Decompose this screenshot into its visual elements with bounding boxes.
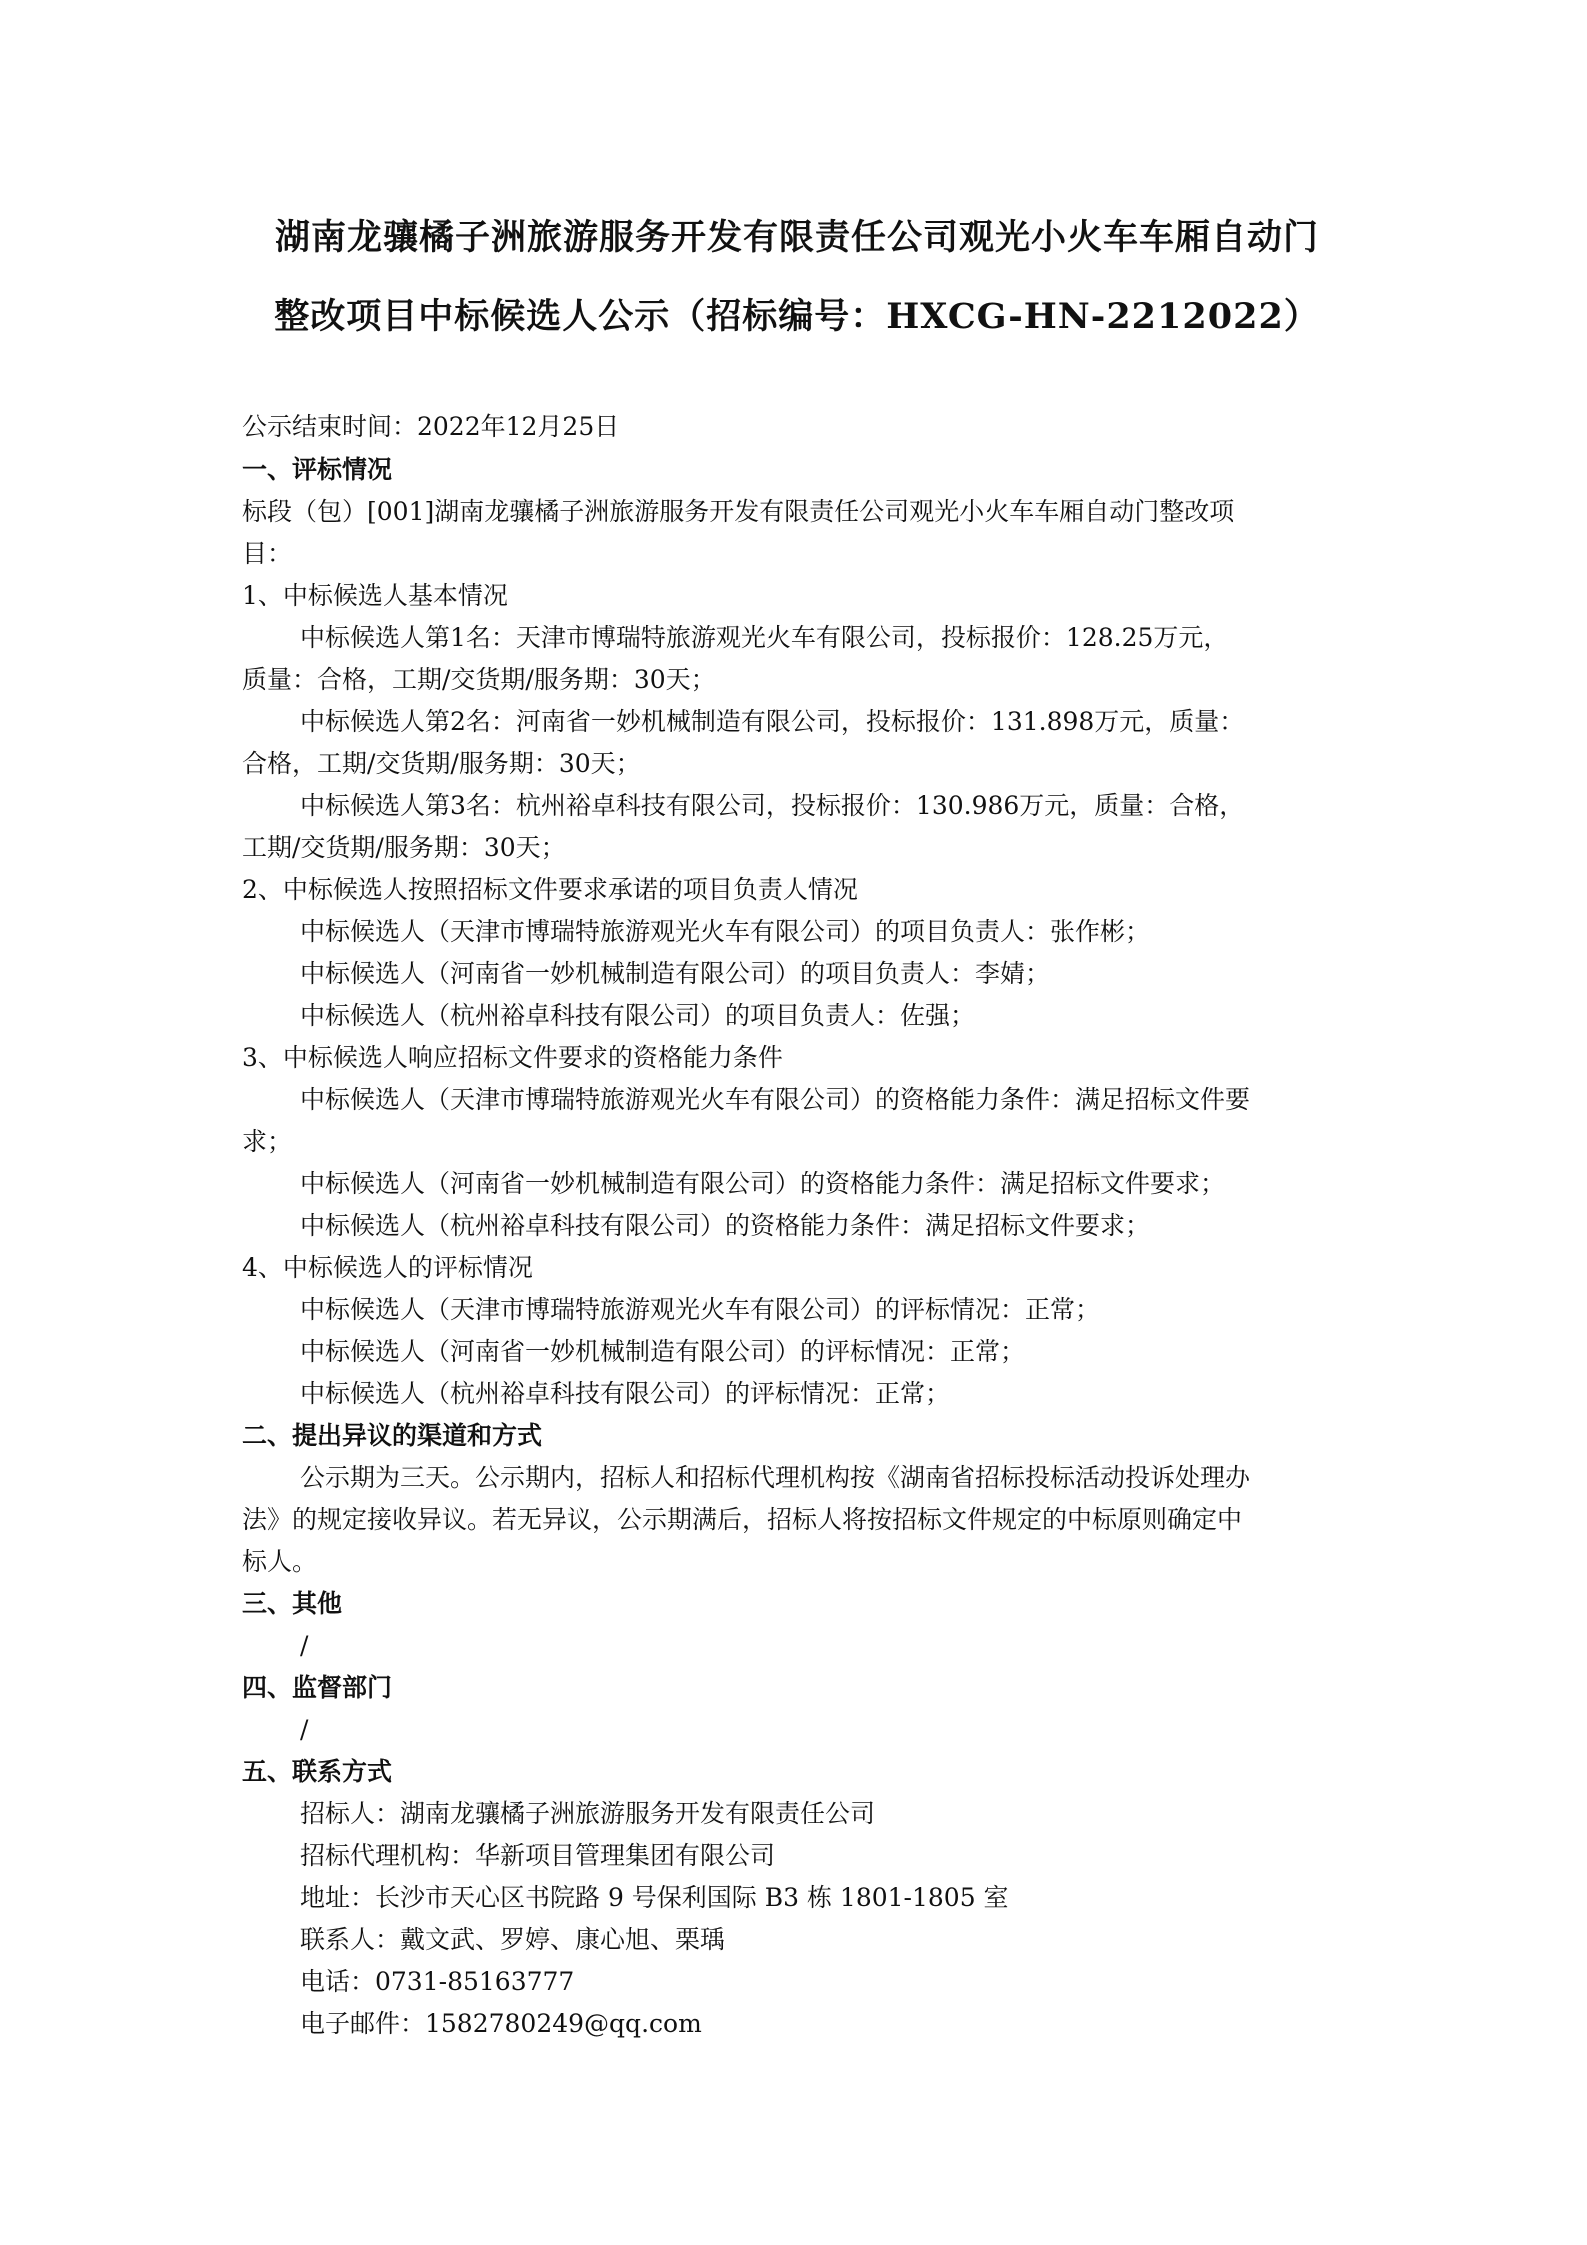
objection-paragraph-line-3: 标人。 <box>242 1547 318 1576</box>
candidate-1-line-2: 质量：合格，工期/交货期/服务期：30天； <box>242 665 716 694</box>
evaluation-result-line-3: 中标候选人（杭州裕卓科技有限公司）的评标情况：正常； <box>300 1379 951 1408</box>
section-heading-supervision: 四、监督部门 <box>242 1673 393 1702</box>
section-heading-objection: 二、提出异议的渠道和方式 <box>242 1421 543 1450</box>
document-title-line-2: 整改项目中标候选人公示（招标编号：HXCG-HN-2212022） <box>274 296 1320 337</box>
qualification-line-2: 中标候选人（河南省一妙机械制造有限公司）的资格能力条件：满足招标文件要求； <box>300 1169 1226 1198</box>
project-leader-line-2: 中标候选人（河南省一妙机械制造有限公司）的项目负责人：李婧； <box>300 959 1051 988</box>
objection-paragraph-line-1: 公示期为三天。公示期内，招标人和招标代理机构按《湖南省招标投标活动投诉处理办 <box>300 1463 1251 1492</box>
supervision-content: / <box>300 1715 309 1744</box>
contact-agency: 招标代理机构：华新项目管理集团有限公司 <box>300 1841 776 1870</box>
section-heading-evaluation: 一、评标情况 <box>242 455 393 484</box>
contact-phone: 电话：0731-85163777 <box>300 1967 575 1996</box>
lot-description-line-2: 目： <box>242 539 293 568</box>
evaluation-result-line-2: 中标候选人（河南省一妙机械制造有限公司）的评标情况：正常； <box>300 1337 1026 1366</box>
candidate-3-line-2: 工期/交货期/服务期：30天； <box>242 833 566 862</box>
contact-persons: 联系人：戴文武、罗婷、康心旭、栗瑀 <box>300 1925 726 1954</box>
qualification-line-1-continued: 求； <box>242 1127 293 1156</box>
qualification-line-1: 中标候选人（天津市博瑞特旅游观光火车有限公司）的资格能力条件：满足招标文件要 <box>300 1085 1251 1114</box>
qualification-line-3: 中标候选人（杭州裕卓科技有限公司）的资格能力条件：满足招标文件要求； <box>300 1211 1151 1240</box>
contact-tenderer: 招标人：湖南龙骧橘子洲旅游服务开发有限责任公司 <box>300 1799 876 1828</box>
other-content: / <box>300 1631 309 1660</box>
section-heading-other: 三、其他 <box>242 1589 343 1618</box>
contact-address: 地址：长沙市天心区书院路 9 号保利国际 B3 栋 1801-1805 室 <box>300 1883 1009 1912</box>
candidate-2-line-2: 合格，工期/交货期/服务期：30天； <box>242 749 641 778</box>
candidate-2-line-1: 中标候选人第2名：河南省一妙机械制造有限公司，投标报价：131.898万元，质量： <box>300 707 1245 736</box>
objection-paragraph-line-2: 法》的规定接收异议。若无异议，公示期满后，招标人将按招标文件规定的中标原则确定中 <box>242 1505 1243 1534</box>
contact-email: 电子邮件：1582780249@qq.com <box>300 2009 702 2038</box>
candidate-1-line-1: 中标候选人第1名：天津市博瑞特旅游观光火车有限公司，投标报价：128.25万元， <box>300 623 1229 652</box>
subsection-heading-evaluation-result: 4、中标候选人的评标情况 <box>242 1253 533 1282</box>
project-leader-line-3: 中标候选人（杭州裕卓科技有限公司）的项目负责人：佐强； <box>300 1001 976 1030</box>
document-title-line-1: 湖南龙骧橘子洲旅游服务开发有限责任公司观光小火车车厢自动门 <box>274 217 1319 258</box>
section-heading-contact: 五、联系方式 <box>242 1757 393 1786</box>
subsection-heading-project-leader: 2、中标候选人按照招标文件要求承诺的项目负责人情况 <box>242 875 858 904</box>
subsection-heading-qualification: 3、中标候选人响应招标文件要求的资格能力条件 <box>242 1043 783 1072</box>
evaluation-result-line-1: 中标候选人（天津市博瑞特旅游观光火车有限公司）的评标情况：正常； <box>300 1295 1101 1324</box>
lot-description-line-1: 标段（包）[001]湖南龙骧橘子洲旅游服务开发有限责任公司观光小火车车厢自动门整改项 <box>242 497 1235 526</box>
subsection-heading-basic-info: 1、中标候选人基本情况 <box>242 581 508 610</box>
announcement-end-time: 公示结束时间：2022年12月25日 <box>242 412 620 441</box>
project-leader-line-1: 中标候选人（天津市博瑞特旅游观光火车有限公司）的项目负责人：张作彬； <box>300 917 1151 946</box>
candidate-3-line-1: 中标候选人第3名：杭州裕卓科技有限公司，投标报价：130.986万元，质量：合格， <box>300 791 1245 820</box>
